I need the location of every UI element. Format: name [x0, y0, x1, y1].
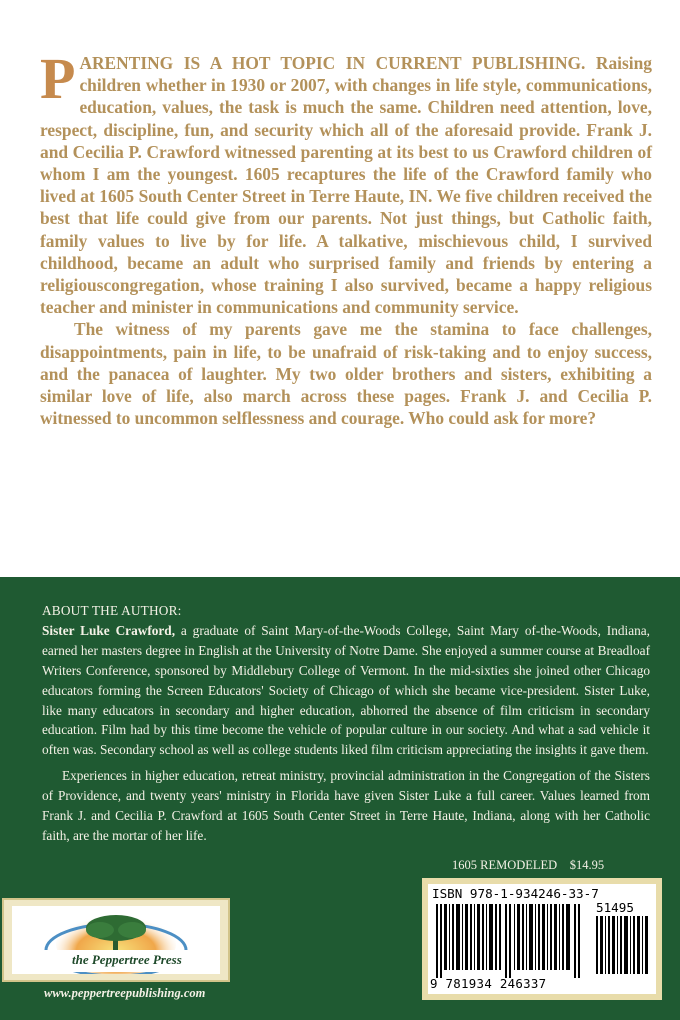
publisher-logo — [12, 906, 220, 974]
publisher-name: the Peppertree Press — [72, 952, 182, 967]
blurb-paragraph-1 — [40, 46, 652, 318]
ean-barcode-bars — [436, 904, 586, 978]
publisher-website-link[interactable]: www.peppertreepublishing.com — [44, 986, 206, 1000]
barcode-addon-number: 51495 — [596, 900, 634, 915]
price-amount: $14.95 — [569, 858, 605, 872]
blurb-body: Raising children whether in 1930 or 2007, with changes in life style, communications, education, values, the task is much the same. Children need attention, love, respect, discipline, fun, and security which all of the aforesaid provide. Frank J. and Cecilia P. Crawford witnessed parenting at its best to us Crawford children of whom I am the youngest. 1605 recaptures the life of the Crawford family who lived at 1605 South Center Street in Terre Haute, IN. We five children received the best that life could give from our parents. Not just things, but Catholic faith, family values to live by for life. A talkative, mischievous child, I survived childhood, became an adult who surprised family and friends by entering a religiouscongregation, whose training I also survived, became a happy religious teacher and minister in communications and community service. — [40, 53, 652, 318]
author-bio-text: a graduate of Saint Mary-of-the-Woods College, Saint Mary of-the-Woods, Indiana, earned her masters degree in English at the University of Notre Dame. She enjoyed a summer course at Breadloaf Writers Conference, sponsored by Middlebury College of Vermont. In the mid-sixties she joined other Chicago educators forming the Screen Educators' Society of Chicago of which she became vice-president. Sister Luke, like many educators in secondary and higher education, abhorred the absence of film criticism in secondary education. Film had by this time become the vehicle of popular culture in our society. And what a sad vehicle it often was. Secondary school as well as college students liked film criticism appreciating the insights it gave them. — [42, 622, 650, 758]
blurb-text — [40, 46, 652, 429]
addon-barcode-bars — [596, 916, 650, 974]
isbn-number: ISBN 978-1-934246-33-7 — [432, 886, 599, 901]
barcode-frame — [422, 878, 662, 1000]
price-line — [452, 858, 652, 873]
about-author-heading: ABOUT THE AUTHOR: — [42, 603, 182, 618]
blurb-paragraph-2: The witness of my parents gave me the stamina to face challenges, disappointments, pain in life, to be unafraid of risk-taking and to enjoy success, and the panacea of laughter. My two older brothers and sisters, exhibiting a similar love of life, also march across these pages. Frank J. and Cecilia P. witnessed to uncommon selflessness and courage. Who could ask for more? — [40, 319, 652, 429]
ean-digits: 9 781934 246337 — [430, 976, 547, 991]
blurb-lead-caps: ARENTING IS A HOT TOPIC IN CURRENT PUBLISHING. — [79, 53, 586, 73]
book-title-code: 1605 REMODELED — [452, 858, 558, 872]
about-author-section — [42, 601, 650, 846]
barcode-panel — [428, 884, 656, 994]
author-bio-paragraph-2: Experiences in higher education, retreat ministry, provincial administration in the Congregation of the Sisters of Providence, and twenty years' ministry in Florida have given Sister Luke a full career. Values learned from Frank J. and Cecilia P. Crawford at 1605 South Center Street in Terre Haute, Indiana, along with her Catholic faith, are the mortar of her life. — [42, 768, 650, 843]
drop-cap: P — [40, 46, 76, 111]
author-bio-paragraph-1 — [42, 621, 650, 760]
publisher-logo-frame — [2, 898, 230, 982]
author-name: Sister Luke Crawford, — [42, 622, 176, 638]
